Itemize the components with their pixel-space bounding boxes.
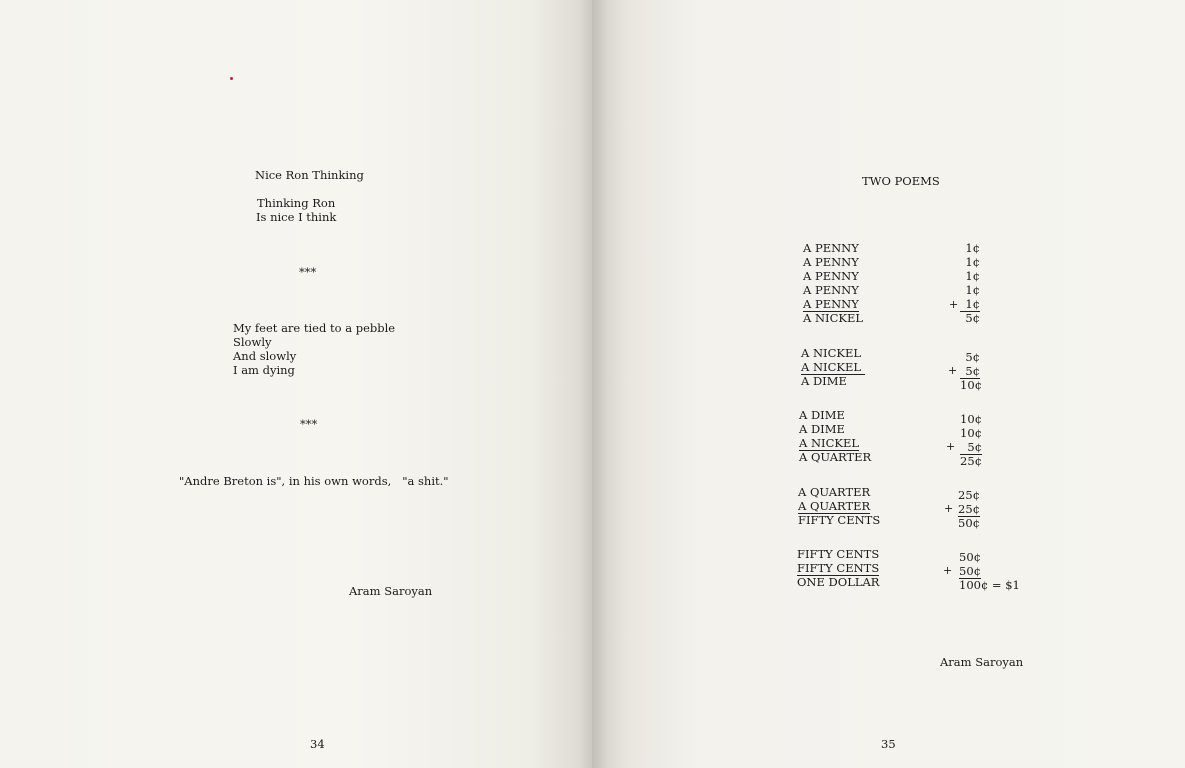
coin-total: 25¢ — [960, 454, 982, 468]
coin-total: 100¢ = $1 — [959, 578, 1020, 592]
coin-label: A PENNY — [803, 241, 859, 255]
coin-value: 1¢ — [965, 241, 980, 255]
plus-sign: + — [944, 502, 954, 515]
coin-value: 10¢ — [960, 426, 982, 440]
poem-line: Slowly — [233, 335, 272, 349]
coin-value: 5¢ — [960, 364, 980, 379]
plus-sign: + — [949, 298, 959, 311]
coin-label: A DIME — [799, 422, 845, 436]
poem-line: I am dying — [233, 363, 295, 377]
coin-total: 5¢ — [965, 311, 980, 325]
plus-sign: + — [948, 364, 958, 377]
coin-label: A QUARTER — [798, 485, 871, 499]
coin-value: 5¢ — [960, 440, 982, 455]
left-page — [0, 0, 592, 768]
plus-sign: + — [946, 440, 956, 453]
author-signature: Aram Saroyan — [349, 584, 433, 598]
coin-value: 1¢ — [965, 283, 980, 297]
book-gutter — [578, 0, 608, 768]
coin-label: A DIME — [799, 408, 845, 422]
coin-label: A DIME — [801, 374, 847, 388]
coin-label: FIFTY CENTS — [798, 513, 881, 527]
coin-label: A NICKEL — [803, 311, 863, 325]
coin-label: ONE DOLLAR — [797, 575, 880, 589]
plus-sign: + — [943, 564, 953, 577]
coin-label: A QUARTER — [799, 450, 872, 464]
coin-label: A QUARTER — [798, 499, 871, 513]
coin-value: 1¢ — [960, 297, 980, 312]
poem-line: Thinking Ron — [257, 196, 336, 210]
coin-label: FIFTY CENTS — [797, 561, 880, 575]
quote-line: "Andre Breton is", in his own words, "a shit." — [179, 474, 449, 488]
coin-label: FIFTY CENTS — [797, 547, 880, 561]
coin-value: 10¢ — [960, 412, 982, 426]
coin-label: A NICKEL — [801, 360, 865, 375]
right-page — [592, 0, 1185, 768]
coin-total: 50¢ — [958, 516, 980, 530]
coin-label: A PENNY — [803, 297, 859, 311]
section-separator: *** — [300, 417, 318, 431]
poem-title: TWO POEMS — [862, 174, 940, 188]
poem-line: And slowly — [233, 349, 297, 363]
coin-label: A NICKEL — [799, 436, 859, 450]
coin-total: 10¢ — [960, 378, 982, 392]
ink-speck — [230, 77, 233, 80]
page-number: 34 — [310, 737, 325, 751]
coin-label: A PENNY — [803, 255, 859, 269]
poem-line: Is nice I think — [256, 210, 337, 224]
coin-value: 25¢ — [958, 488, 980, 502]
coin-value: 25¢ — [958, 502, 980, 516]
poem-title: Nice Ron Thinking — [255, 168, 364, 182]
coin-label: A PENNY — [803, 269, 859, 283]
coin-value: 1¢ — [965, 255, 980, 269]
author-signature: Aram Saroyan — [940, 655, 1024, 669]
page-number: 35 — [881, 737, 896, 751]
coin-value: 1¢ — [965, 269, 980, 283]
section-separator: *** — [299, 265, 317, 279]
poem-line: My feet are tied to a pebble — [233, 321, 396, 335]
coin-value: 50¢ — [959, 564, 981, 578]
coin-value: 50¢ — [959, 550, 981, 564]
coin-value: 5¢ — [965, 350, 980, 364]
coin-label: A PENNY — [803, 283, 859, 297]
coin-label: A NICKEL — [801, 346, 861, 360]
